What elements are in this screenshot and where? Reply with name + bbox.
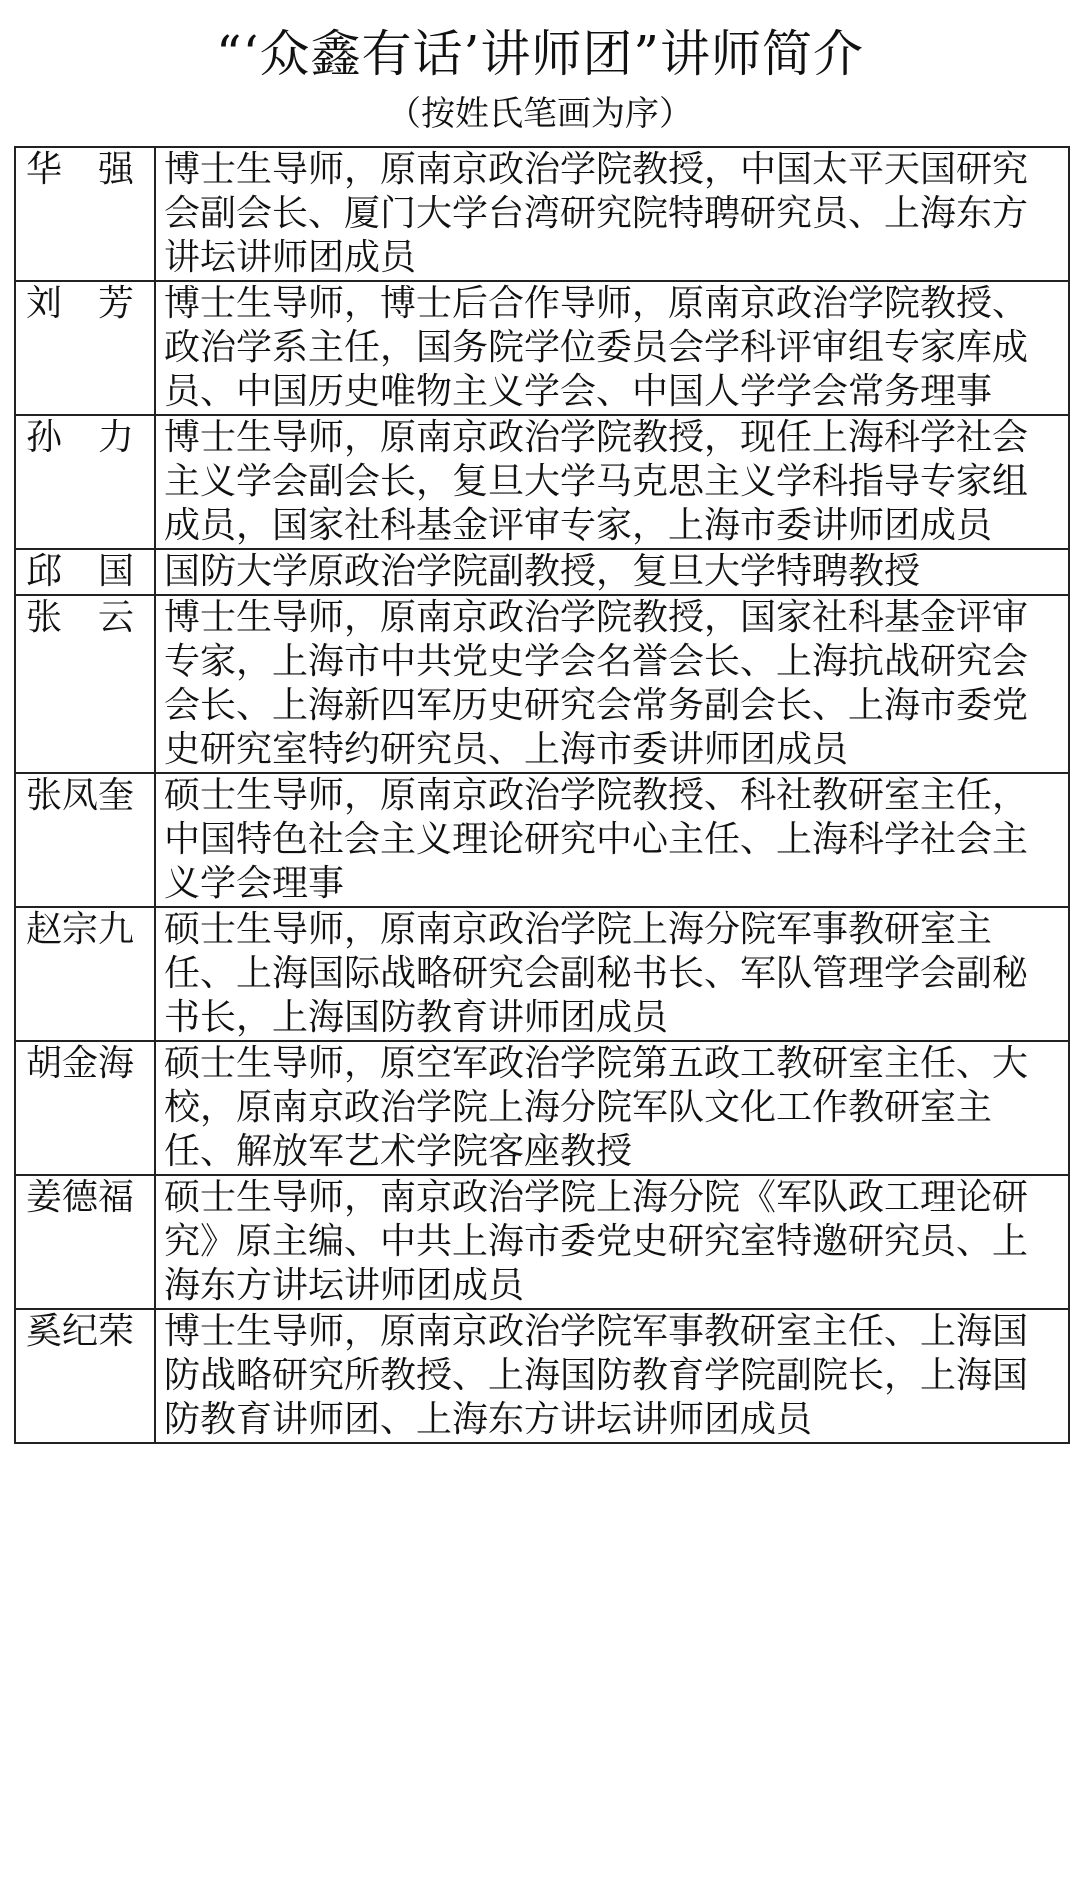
table-row [15, 147, 1069, 281]
table-row [15, 281, 1069, 415]
lecturer-bio: 博士生导师，原南京政治学院军事教研室主任、上海国防战略研究所教授、上海国防教育学院副院长，上海国防教育讲师团、上海东方讲坛讲师团成员 [155, 1309, 1069, 1443]
document-title: “‘众鑫有话’讲师团”讲师简介 [216, 25, 864, 83]
lecturer-name: 奚纪荣 [15, 1309, 155, 1443]
lecturer-bio: 博士生导师，原南京政治学院教授，现任上海科学社会主义学会副会长，复旦大学马克思主义学科指导专家组成员，国家社科基金评审专家，上海市委讲师团成员 [155, 415, 1069, 549]
lecturer-name: 张凤奎 [15, 773, 155, 907]
document-subtitle: （按姓氏笔画为序） [387, 94, 693, 134]
lecturer-name: 华 强 [15, 147, 155, 281]
lecturer-bio: 硕士生导师，南京政治学院上海分院《军队政工理论研究》原主编、中共上海市委党史研究室特邀研究员、上海东方讲坛讲师团成员 [155, 1175, 1069, 1309]
lecturer-bio: 博士生导师，原南京政治学院教授，中国太平天国研究会副会长、厦门大学台湾研究院特聘研究员、上海东方讲坛讲师团成员 [155, 147, 1069, 281]
lecturer-name: 刘 芳 [15, 281, 155, 415]
lecturer-name: 邱 国 [15, 549, 155, 595]
lecturer-name: 胡金海 [15, 1041, 155, 1175]
lecturer-bio: 硕士生导师，原南京政治学院教授、科社教研室主任，中国特色社会主义理论研究中心主任、上海科学社会主义学会理事 [155, 773, 1069, 907]
lecturer-name: 赵宗九 [15, 907, 155, 1041]
lecturer-bio: 硕士生导师，原南京政治学院上海分院军事教研室主任、上海国际战略研究会副秘书长、军队管理学会副秘书长，上海国防教育讲师团成员 [155, 907, 1069, 1041]
table-row [15, 595, 1069, 773]
lecturer-bio: 博士生导师，原南京政治学院教授，国家社科基金评审专家，上海市中共党史学会名誉会长、上海抗战研究会会长、上海新四军历史研究会常务副会长、上海市委党史研究室特约研究员、上海市委讲师团成员 [155, 595, 1069, 773]
table-row [15, 1175, 1069, 1309]
table-row [15, 773, 1069, 907]
lecturer-bio: 硕士生导师，原空军政治学院第五政工教研室主任、大校，原南京政治学院上海分院军队文化工作教研室主任、解放军艺术学院客座教授 [155, 1041, 1069, 1175]
lecturer-name: 张 云 [15, 595, 155, 773]
table-row [15, 907, 1069, 1041]
table-row [15, 1041, 1069, 1175]
lecturer-bio: 博士生导师，博士后合作导师，原南京政治学院教授、政治学系主任，国务院学位委员会学科评审组专家库成员、中国历史唯物主义学会、中国人学学会常务理事 [155, 281, 1069, 415]
table-row [15, 549, 1069, 595]
table-row [15, 415, 1069, 549]
lecturer-name: 姜德福 [15, 1175, 155, 1309]
lecturer-table [14, 146, 1070, 1444]
table-row [15, 1309, 1069, 1443]
lecturer-bio: 国防大学原政治学院副教授，复旦大学特聘教授 [155, 549, 1069, 595]
lecturer-name: 孙 力 [15, 415, 155, 549]
